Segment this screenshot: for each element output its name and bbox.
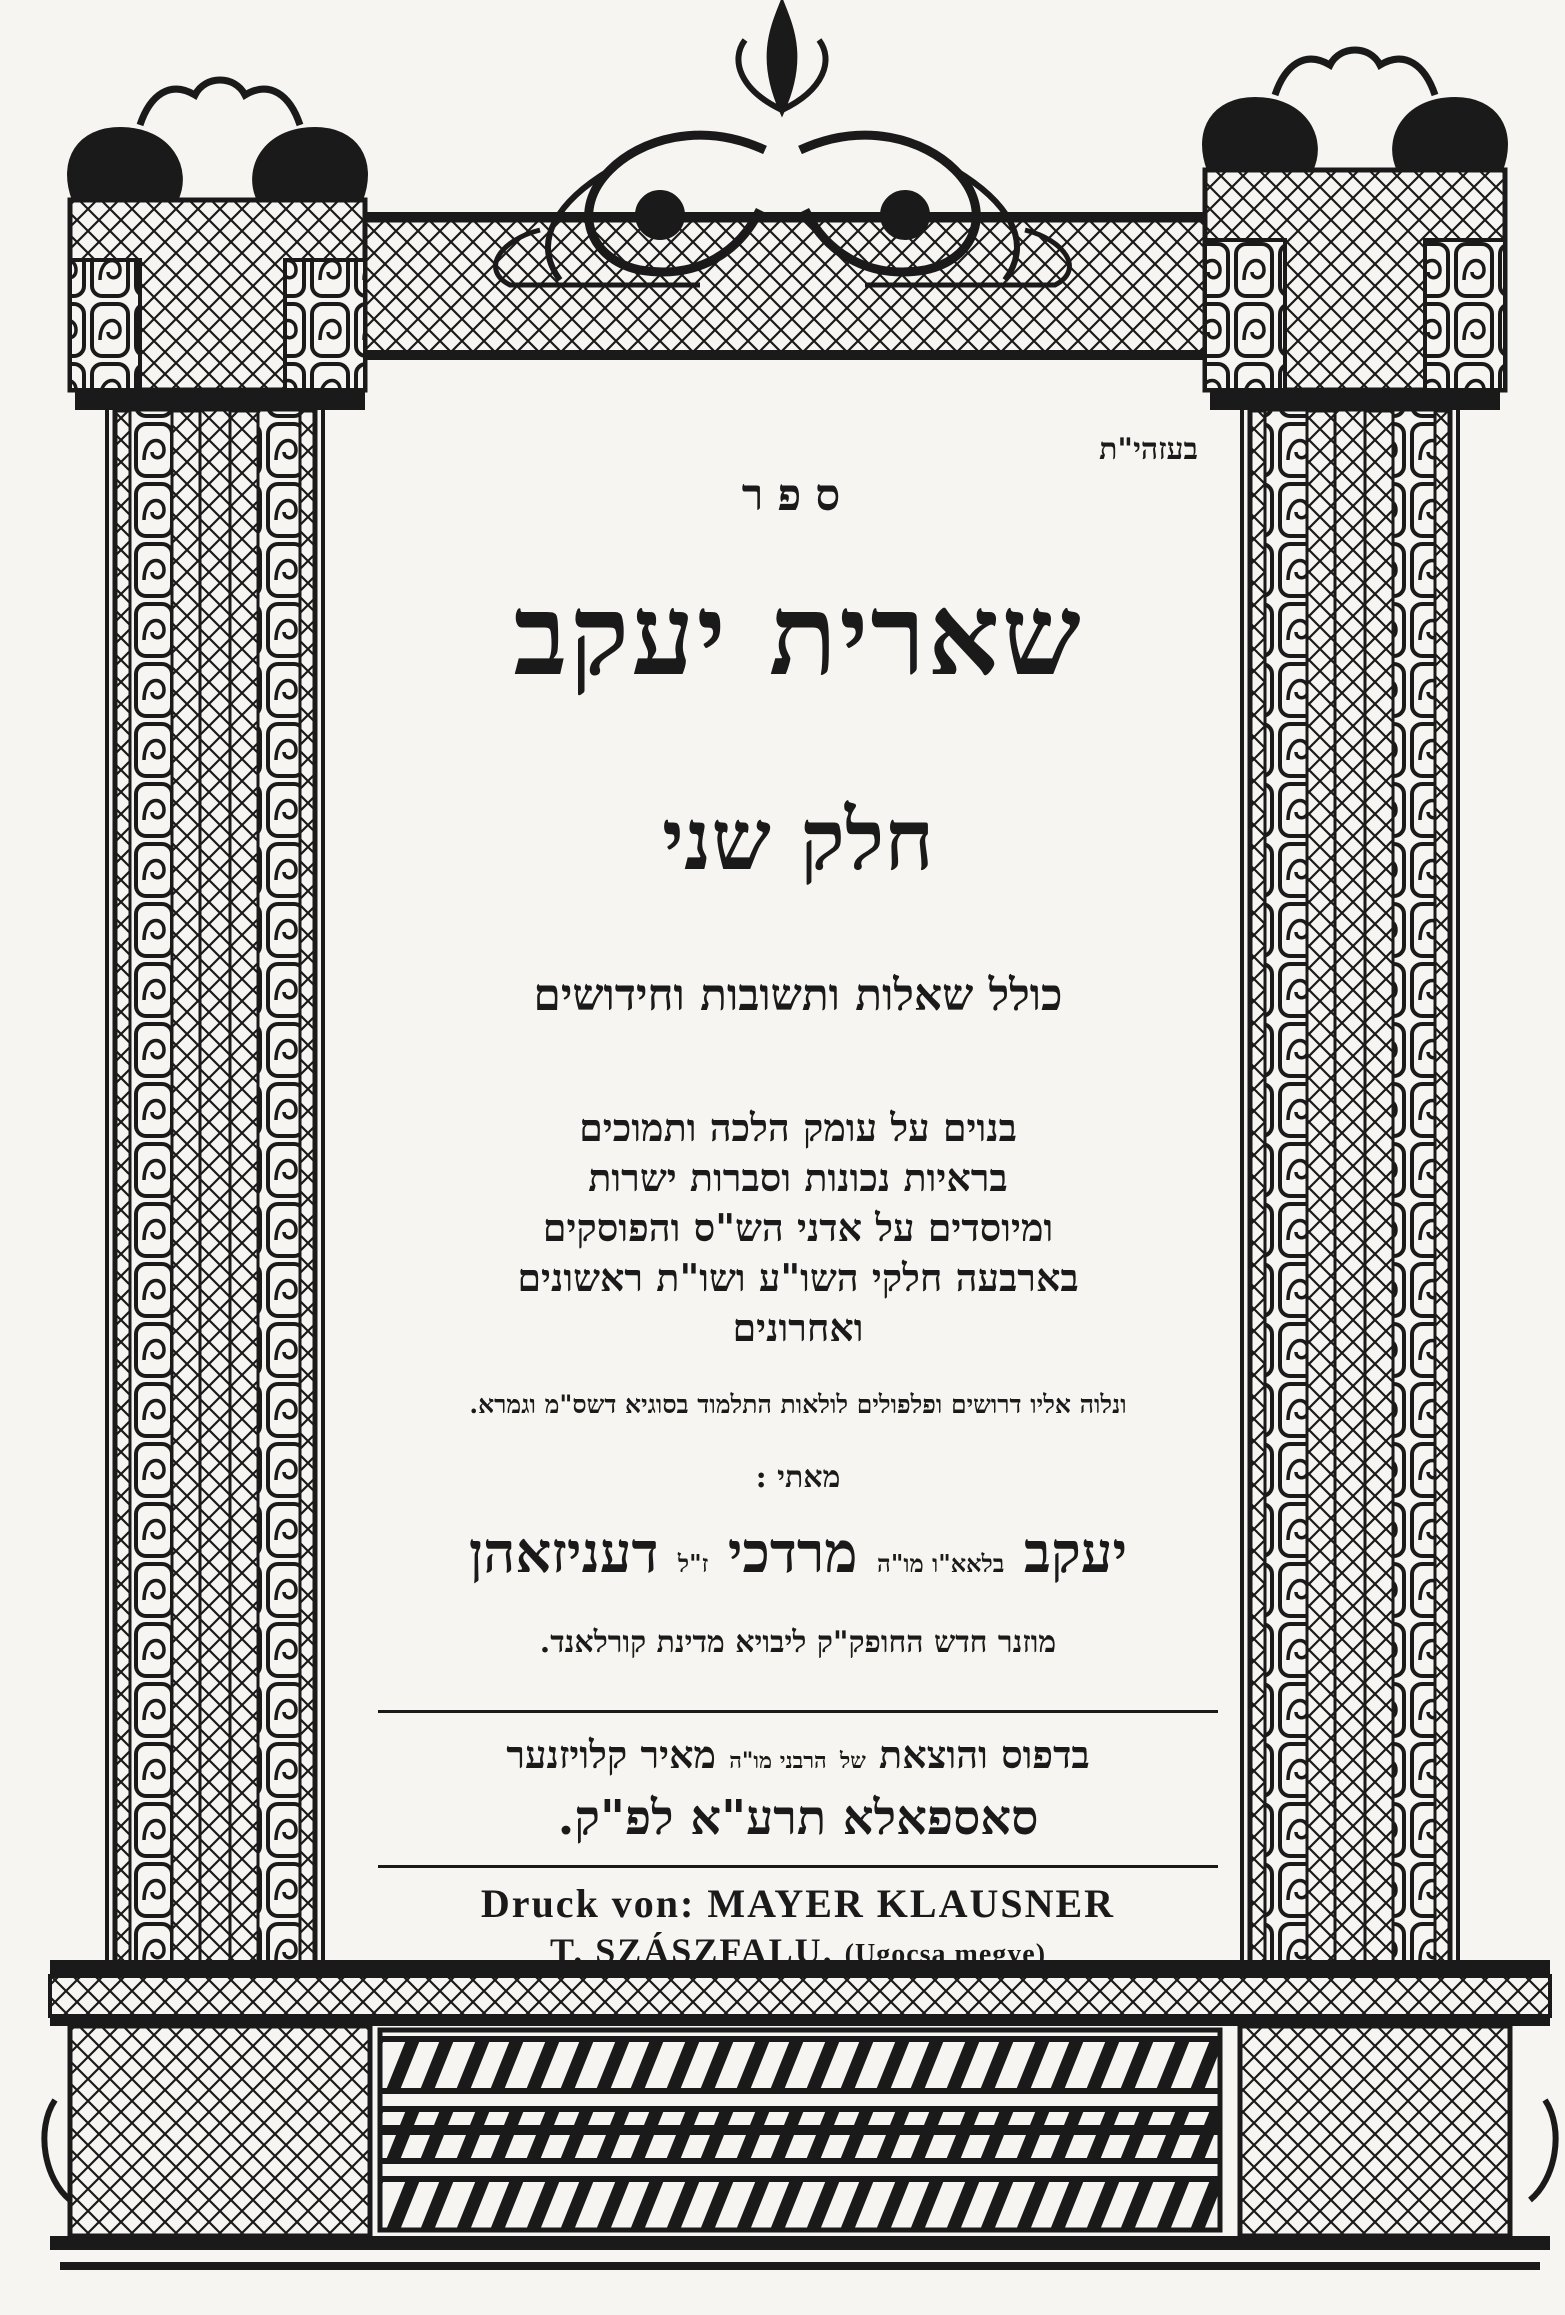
top-lintel	[365, 212, 1205, 360]
author-name	[378, 1520, 1218, 1586]
author-zl: ז"ל	[677, 1549, 709, 1578]
appendix-note: ונלוה אליו דרושים ופלפולים לולאות התלמוד בסוגיא דשס"מ וגמרא.	[469, 1390, 1127, 1419]
place-and-year: סאספאלא תרע"א לפ"ק.	[557, 1790, 1039, 1846]
description-line: בראיות נכונות וסברות ישרות	[588, 1155, 1008, 1200]
subtitle: כולל שאלות ותשובות וחידושים	[533, 970, 1063, 1021]
rabbi-title: הרבני מו"ה	[729, 1748, 827, 1774]
title-text-panel	[378, 370, 1218, 1990]
latin-place-line	[378, 1930, 1218, 1972]
right-column	[1205, 50, 1505, 1970]
shel-label: של	[839, 1748, 866, 1774]
book-title: שארית יעקב	[513, 570, 1083, 701]
description-line: ומיוסדים על אדני הש"ס והפוסקים	[542, 1205, 1054, 1250]
description-line: בנוים על עומק הלכה ותמוכים	[579, 1105, 1017, 1150]
printing-credit	[378, 1732, 1218, 1778]
divider-rule	[378, 1865, 1218, 1868]
author-son-of: בלאא"ו מו"ה	[877, 1549, 1005, 1578]
sefer-heading: ספר	[741, 470, 855, 521]
left-column	[70, 80, 365, 1970]
description-line: ואחרונים	[732, 1305, 864, 1350]
author-surname: דעניזאהן	[468, 1520, 659, 1586]
latin-place: T. SZÁSZFALU.	[549, 1931, 834, 1971]
latin-printer-line: Druck von: MAYER KLAUSNER	[480, 1881, 1116, 1926]
latin-county: (Ugocsa megye)	[844, 1939, 1047, 1970]
by-label: מאתי :	[755, 1460, 841, 1495]
volume-label: חלק שני	[661, 790, 934, 889]
base-plinth	[44, 1960, 1555, 2270]
printed-by-label: בדפוס והוצאת	[879, 1732, 1090, 1777]
author-first-name: יעקב	[1023, 1520, 1128, 1586]
divider-rule	[378, 1710, 1218, 1713]
blessing-abbreviation: בעזהי"ת	[1099, 432, 1198, 467]
author-father-name: מרדכי	[727, 1520, 858, 1586]
printer-name: מאיר קלויזנער	[506, 1732, 717, 1777]
description-line: בארבעה חלקי השו"ע ושו"ת ראשונים	[517, 1255, 1079, 1300]
author-former-position: מוזנר חדש החופק"ק ליבויא מדינת קורלאנד.	[539, 1625, 1057, 1660]
